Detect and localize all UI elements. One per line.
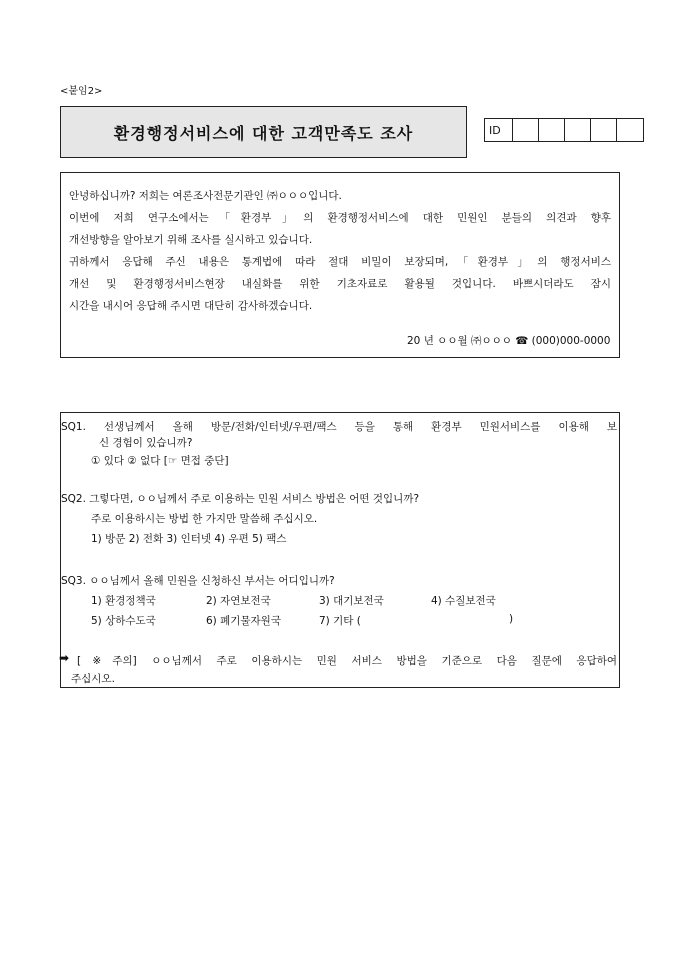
intro-line: 개선방향을 알아보기 위해 조사를 실시하고 있습니다. (69, 234, 313, 246)
id-digit-cell[interactable] (565, 119, 591, 141)
note-line-cont: 주십시오. (71, 673, 115, 685)
sq1-question: SQ1. 선생님께서 올해 방문/전화/인터넷/우편/팩스 등을 통해 환경부 민원서비스를 이용해 보 (61, 421, 617, 433)
sq2-options[interactable]: 1) 방문 2) 전화 3) 인터넷 4) 우편 5) 팩스 (91, 533, 287, 545)
intro-line: 귀하께서 응답해 주신 내용은 통계법에 따라 절대 비밀이 보장되며,「환경부」의 행정서비스 (69, 256, 611, 268)
sq3-option[interactable]: 5) 상하수도국 (91, 615, 156, 627)
id-digit-cell[interactable] (513, 119, 539, 141)
id-digit-cell[interactable] (591, 119, 617, 141)
sq3-option[interactable]: 4) 수질보전국 (431, 595, 496, 607)
intro-line: 이번에 저희 연구소에서는「환경부」의 환경행정서비스에 대한 민원인 분들의 의견과 향후 (69, 212, 611, 224)
sq3-option[interactable]: 3) 대기보전국 (319, 595, 384, 607)
sq2-question-cont: 주로 이용하시는 방법 한 가지만 말씀해 주십시오. (91, 513, 318, 525)
intro-line: 개선 및 환경행정서비스현장 내실화를 위한 기초자료로 활용될 것입니다. 바쁘시더라도 잠시 (69, 278, 611, 290)
sq3-option-other-close: ) (509, 613, 514, 625)
signature-line: 20 년 ㅇㅇ월 ㈜ㅇㅇㅇ ☎ (000)000-0000 (407, 335, 611, 347)
intro-line: 시간을 내시어 응답해 주시면 대단히 감사하겠습니다. (69, 300, 313, 312)
id-digit-cell[interactable] (617, 119, 643, 141)
screening-questions-box (60, 412, 620, 688)
id-digit-cell[interactable] (539, 119, 565, 141)
sq3-option[interactable]: 1) 환경정책국 (91, 595, 156, 607)
attachment-label: <붙임2> (60, 86, 103, 97)
intro-line: 안녕하십니까? 저희는 여론조사전문기관인 ㈜ㅇㅇㅇ입니다. (69, 190, 342, 202)
intro-box (60, 172, 620, 358)
id-field[interactable] (484, 118, 644, 142)
sq3-option[interactable]: 2) 자연보전국 (206, 595, 271, 607)
sq3-option[interactable]: 6) 폐기물자원국 (206, 615, 281, 627)
sq1-question-cont: 신 경험이 있습니까? (99, 437, 193, 449)
sq1-options[interactable]: ① 있다 ② 없다 [☞ 면접 중단] (91, 455, 229, 467)
arrow-icon: ➡ (59, 651, 70, 665)
sq3-option-other[interactable]: 7) 기타 ( (319, 615, 361, 627)
id-label: ID (485, 119, 513, 141)
survey-title: 환경행정서비스에 대한 고객만족도 조사 (60, 106, 467, 158)
note-line: [※주의] ㅇㅇ님께서 주로 이용하시는 민원 서비스 방법을 기준으로 다음 질문에 응답하여 (77, 655, 617, 667)
sq2-question: SQ2. 그렇다면, ㅇㅇ님께서 주로 이용하는 민원 서비스 방법은 어떤 것입니까? (61, 493, 420, 505)
sq3-question: SQ3. ㅇㅇ님께서 올해 민원을 신청하신 부서는 어디입니까? (61, 575, 335, 587)
